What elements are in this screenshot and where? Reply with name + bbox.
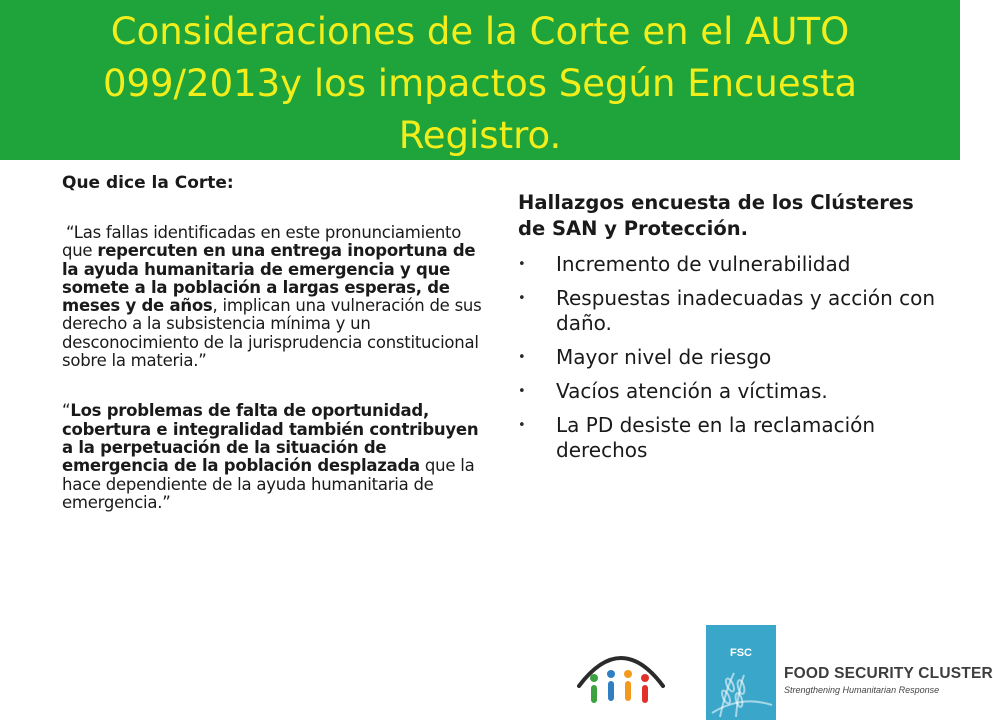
finding-item [518,413,938,463]
court-quote-1 [62,224,482,370]
court-quote-2 [62,402,482,512]
fsc-box [706,625,776,720]
finding-text: Respuestas inadecuadas y acción con daño. [556,286,936,335]
wheat-emblem-icon [706,625,776,720]
bullet-icon: • [518,384,526,399]
court-section [62,172,482,512]
bullet-icon: • [518,257,526,272]
quote-1-bold: repercuten en una entrega inoportuna de la ayuda humanitaria de emergencia y que somete a la población a largas esperas, de meses y de años [62,241,476,316]
quote-2-bold: Los problemas de falta de oportunidad, cobertura e integralidad también contribuyen a la perpetuación de la situación de emergencia de la población desplazada [62,401,479,476]
logo-person-green [590,674,598,703]
bullet-icon: • [518,350,526,365]
finding-text: Vacíos atención a víctimas. [556,379,828,403]
finding-text: Incremento de vulnerabilidad [556,252,851,276]
finding-item [518,286,938,336]
finding-item [518,345,938,370]
findings-heading: Hallazgos encuesta de los Clústeres de SAN y Protección. [518,191,914,240]
logo-person-red [641,674,649,703]
findings-section [518,190,938,472]
finding-item [518,379,938,404]
fsc-abbr: FSC [730,647,752,659]
quote-1-close: , implican una vulneración de sus derecho a la subsistencia mínima y un desconocimiento de la jurisprudencia constitucional sobre la materia.” [62,296,482,371]
quote-2-open: “ [62,401,71,421]
finding-text: La PD desiste en la reclamación derechos [556,413,876,462]
findings-list [518,252,938,463]
logo-arc [579,658,663,686]
quote-2-close: que la hace dependiente de la ayuda humanitaria de emergencia.” [62,456,475,512]
fsc-logo [706,625,993,720]
quote-1-open: “Las fallas identificadas en este pronunciamiento que [62,223,462,261]
people-arc-logo-icon [565,628,677,716]
logo-person-orange [624,670,632,701]
bullet-icon: • [518,291,526,306]
finding-text: Mayor nivel de riesgo [556,345,772,369]
slide-title: Consideraciones de la Corte en el AUTO 099/2013y los impactos Según Encuesta Registro. [102,10,858,157]
fsc-tagline: Strengthening Humanitarian Response [784,685,940,695]
logo-person-blue [607,670,615,701]
title-band [0,0,960,160]
finding-item [518,252,938,277]
bullet-icon: • [518,418,526,433]
court-heading: Que dice la Corte: [62,173,234,193]
fsc-name: FOOD SECURITY CLUSTER [784,665,993,682]
